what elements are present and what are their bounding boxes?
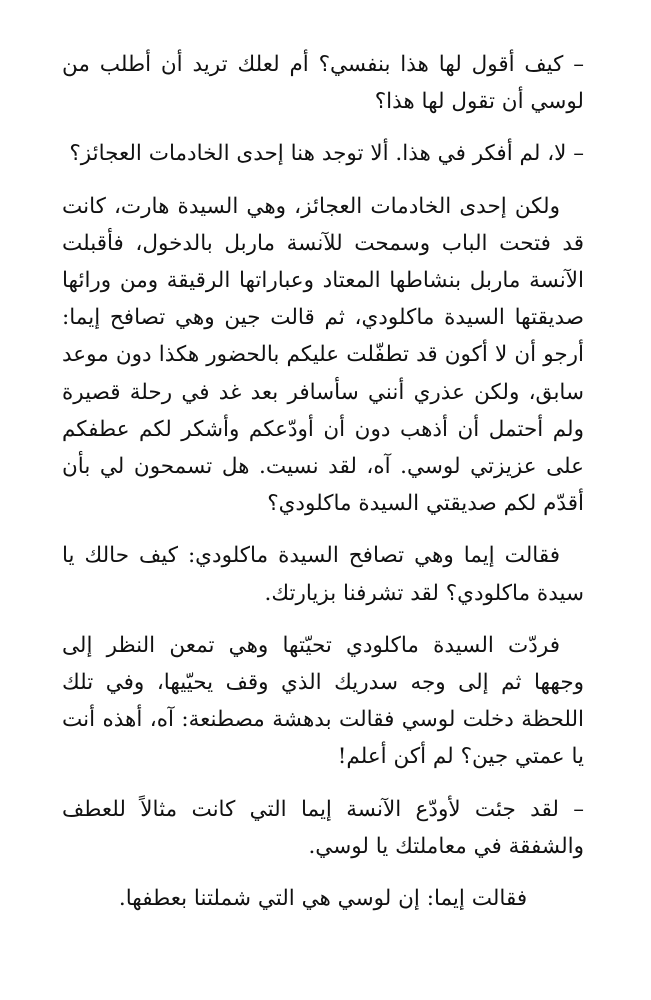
paragraph-dialogue-3: – لقد جئت لأودّع الآنسة إيما التي كانت مثالاً للعطف والشفقة في معاملتك يا لوسي. <box>62 796 584 859</box>
paragraph-narrative-1: ولكن إحدى الخادمات العجائز، وهي السيدة هارت، كانت قد فتحت الباب وسمحت للآنسة ماربل بالدخول، فأقبلت الآنسة ماربل بنشاطها المعتاد وعباراتها الرقيقة ومن ورائها صديقتها السيدة ماكلودي، ثم قالت جين وهي تصافح إيما: أرجو أن لا أكون قد تطفّلت عليكم بالحضور هكذا دون موعد سابق، ولكن عذري أنني سأسافر بعد غد في رحلة قصيرة ولم أحتمل أن أذهب دون أن أودّعكم وأشكر لكم عطفكم على عزيزتي لوسي. آه، لقد نسيت. هل تسمحون لي بأن أقدّم لكم صديقتي السيدة ماكلودي؟ <box>62 193 584 517</box>
book-page <box>62 46 584 932</box>
paragraph-dialogue-1: – كيف أقول لها هذا بنفسي؟ أم لعلك تريد أن أطلب من لوسي أن تقول لها هذا؟ <box>62 52 584 115</box>
paragraph-narrative-3: فردّت السيدة ماكلودي تحيّتها وهي تمعن النظر إلى وجهها ثم إلى وجه سدريك الذي وقف يحيّيها، وفي تلك اللحظة دخلت لوسي فقالت بدهشة مصطنعة: آه، أهذه أنت يا عمتي جين؟ لم أكن أعلم! <box>62 632 584 770</box>
paragraph-dialogue-2: – لا، لم أفكر في هذا. ألا توجد هنا إحدى الخادمات العجائز؟ <box>69 141 584 167</box>
paragraph-narrative-2: فقالت إيما وهي تصافح السيدة ماكلودي: كيف حالك يا سيدة ماكلودي؟ لقد تشرفنا بزيارتك. <box>62 543 584 606</box>
paragraph-closing: فقالت إيما: إن لوسي هي التي شملتنا بعطفها. <box>118 886 528 912</box>
